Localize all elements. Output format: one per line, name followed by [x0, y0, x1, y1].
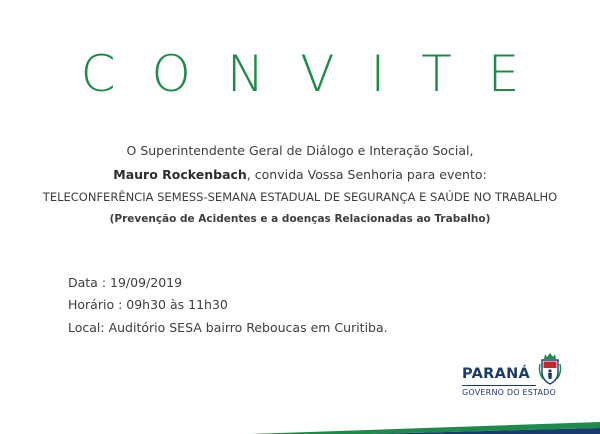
invitation-title: CONVITE [80, 45, 556, 103]
host-name: Mauro Rockenbach [113, 167, 247, 182]
event-name: TELECONFERÊNCIA SEMESS-SEMANA ESTADUAL DE SEGURANÇA E SAÚDE NO TRABALHO [42, 190, 558, 204]
parana-government-logo [462, 352, 582, 402]
event-subtitle: (Prevenção de Acidentes e a doenças Relacionadas ao Trabalho) [109, 213, 491, 225]
event-date: Data : 19/09/2019 [68, 275, 183, 290]
logo-divider [462, 385, 536, 386]
event-time: Horário : 09h30 às 11h30 [68, 297, 228, 312]
logo-name: PARANÁ [462, 366, 531, 382]
event-location: Local: Auditório SESA bairro Reboucas em Curitiba. [68, 320, 388, 335]
parana-coat-of-arms-icon [537, 352, 563, 386]
footer-stripe [250, 420, 600, 434]
logo-subtitle: GOVERNO DO ESTADO [462, 388, 556, 397]
invitation-line-host: O Superintendente Geral de Diálogo e Interação Social, [126, 143, 474, 158]
invitation-line-invite [0, 167, 600, 183]
invite-text: , convida Vossa Senhoria para evento: [246, 167, 487, 182]
